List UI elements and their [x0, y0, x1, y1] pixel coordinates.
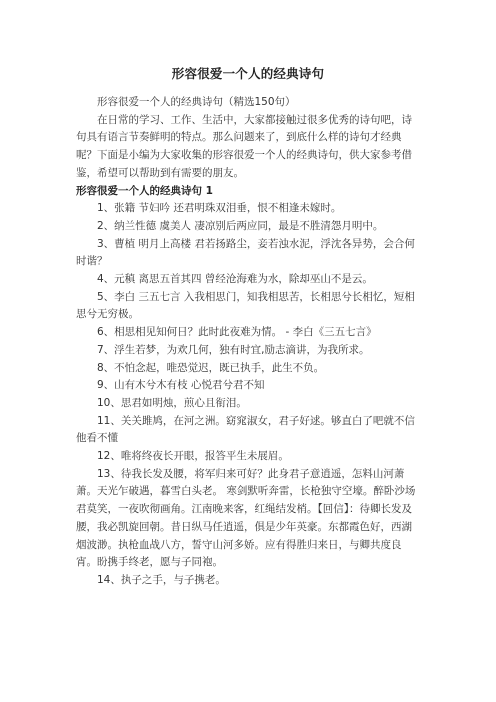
intro-paragraph: 在日常的学习、工作、生活中，大家都接触过很多优秀的诗句吧，诗句具有语言节奏鲜明的特点。那么问题来了，到底什么样的诗句才经典呢？下面是小编为大家收集的形容很爱一个人的经典诗句，供大家参考借鉴，希望可以帮助到有需要的朋友。 — [76, 113, 412, 179]
page-title: 形容很爱一个人的经典诗句 — [171, 66, 325, 81]
list-item: 1、张籍 节妇吟 还君明珠双泪垂，恨不相逢未嫁时。 — [97, 202, 342, 215]
list-item: 12、唯将终夜长开眼，报答平生未展眉。 — [97, 450, 289, 463]
list-item: 13、待我长发及腰，将军归来可好？此身君子意逍遥，怎料山河萧萧。天光乍破遇，暮雪白头老。 寒剑默听奔雷，长枪独守空壕。醉卧沙场君莫笑，一夜吹彻画角。江南晚来客，红绳结发梢。【回信】：待卿长发及腰，我必凯旋回朝。昔日纵马任逍遥，俱是少年英豪。东都霞色好，西湖烟波渺。执枪血战八方，誓守山河多娇。应有得胜归来日，与卿共度良宵。盼携手终老，愿与子同袍。 — [76, 467, 416, 569]
list-item: 14、执子之手，与子携老。 — [97, 573, 226, 586]
list-item: 4、元稹 离思五首其四 曾经沧海难为水，除却巫山不是云。 — [97, 273, 373, 286]
section-heading: 形容很爱一个人的经典诗句 1 — [76, 184, 213, 197]
list-item: 8、不怕念起，唯恐觉迟，既已执手，此生不负。 — [97, 361, 325, 374]
list-item: 2、纳兰性德 虞美人 凄凉别后两应同，最是不胜清怨月明中。 — [97, 219, 384, 232]
list-item: 3、曹植 明月上高楼 君若扬路尘，妾若浊水泥，浮沈各异势，会合何时谐？ — [76, 237, 415, 268]
document-body — [76, 94, 421, 590]
list-item: 7、浮生若梦，为欢几何，独有时宜,励志滴讲，为我所求。 — [97, 343, 370, 356]
list-item: 6、相思相见知何日？此时此夜难为情。 - 李白《三五七言》 — [97, 326, 377, 339]
document-subtitle: 形容很爱一个人的经典诗句（精选150句） — [97, 96, 296, 108]
list-item: 9、山有木兮木有枝 心悦君兮君不知 — [97, 379, 265, 392]
list-item: 5、李白 三五七言 入我相思门，知我相思苦，长相思兮长相忆，短相思兮无穷极。 — [76, 290, 415, 321]
list-item: 10、思君如明烛，煎心且衔泪。 — [97, 396, 247, 409]
list-item: 11、关关雎鸠，在河之洲。窈窕淑女，君子好逑。够直白了吧就不信他看不懂 — [76, 414, 415, 445]
